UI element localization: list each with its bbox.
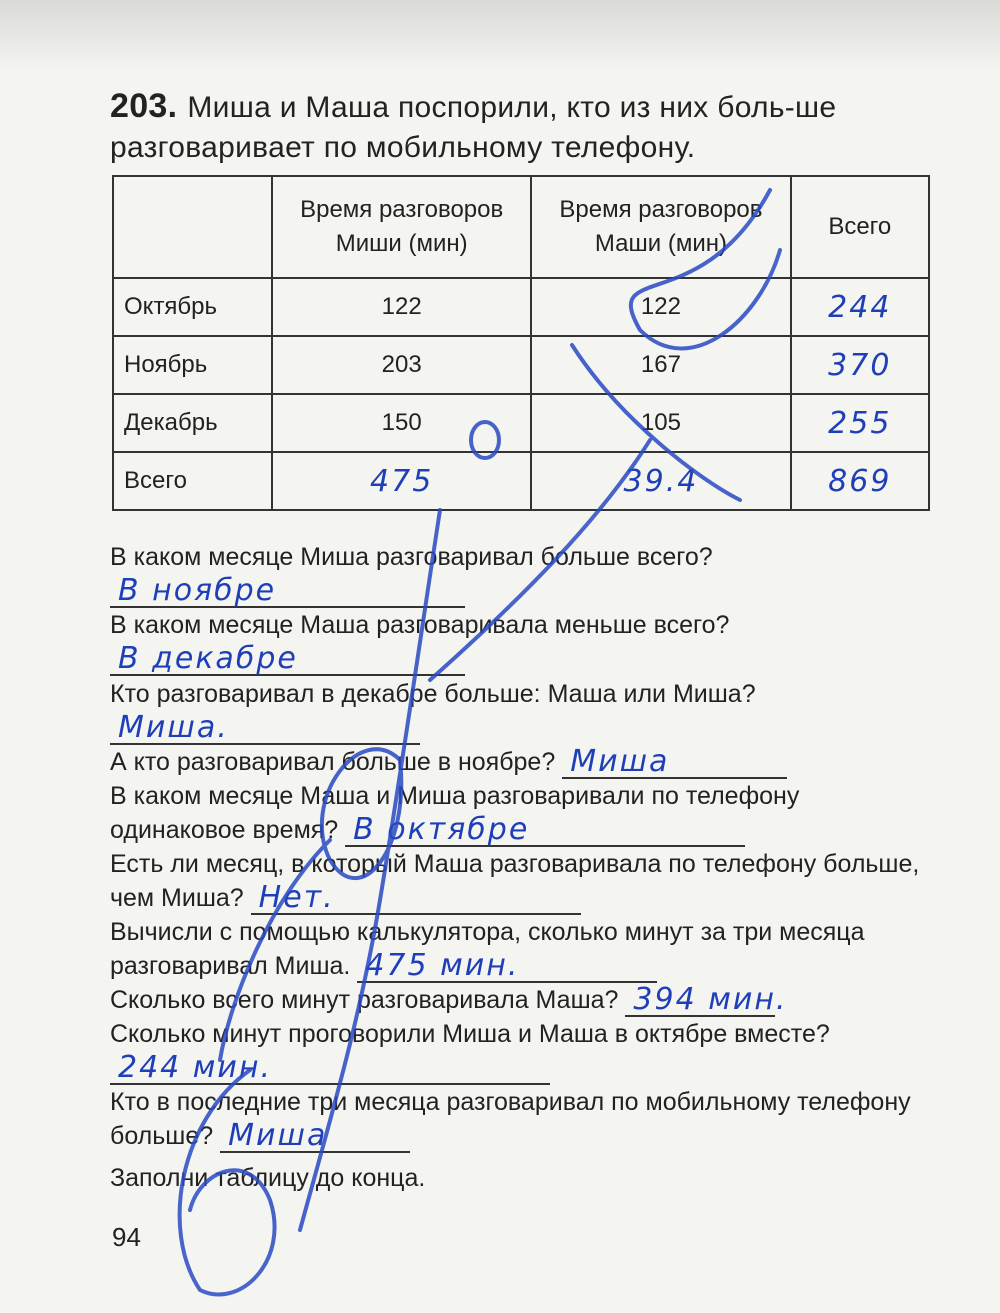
table-row — [113, 336, 929, 394]
cell-masha: 105 — [531, 394, 790, 452]
answer-handwritten: Миша — [570, 744, 670, 779]
cell-masha-handwritten[interactable]: 39.4 — [531, 452, 790, 510]
question-text: Вычисли с помощью калькулятора, сколько минут за три месяца разговаривал Миша. — [110, 918, 865, 980]
answer-handwritten: В октябре — [353, 812, 530, 847]
cell-month: Всего — [113, 452, 272, 510]
question-text: Кто разговаривал в декабре больше: Маша или Миша? — [110, 680, 756, 708]
cell-total-handwritten[interactable]: 869 — [791, 452, 929, 510]
answer-line[interactable] — [110, 573, 465, 608]
question-5 — [110, 779, 940, 847]
header-cell-misha: Время разговоров Миши (мин) — [272, 176, 531, 278]
cell-misha-handwritten[interactable]: 475 — [272, 452, 531, 510]
answer-line[interactable] — [562, 744, 787, 779]
table-header-row — [113, 176, 929, 278]
scan-shadow — [0, 0, 1000, 70]
question-text: Сколько минут проговорили Миша и Маша в октябре вместе? — [110, 1020, 830, 1048]
question-text: Сколько всего минут разговаривала Маша? — [110, 986, 619, 1014]
calls-table — [112, 175, 930, 511]
answer-handwritten: Миша. — [118, 710, 229, 745]
answer-handwritten: Нет. — [258, 880, 335, 915]
question-text: В каком месяце Миша разговаривал больше всего? — [110, 543, 713, 571]
question-3 — [110, 677, 940, 745]
table-row-total — [113, 452, 929, 510]
cell-total-handwritten[interactable]: 244 — [791, 278, 929, 336]
task-title — [110, 86, 940, 168]
question-4 — [110, 745, 940, 779]
question-text: Кто в последние три месяца разговаривал по мобильному телефону больше? — [110, 1088, 911, 1150]
cell-misha: 203 — [272, 336, 531, 394]
question-11 — [110, 1161, 940, 1195]
question-text: В каком месяце Маша и Миша разговаривали по телефону одинаковое время? — [110, 782, 800, 844]
question-7 — [110, 915, 940, 983]
question-text: В каком месяце Маша разговаривала меньше всего? — [110, 611, 730, 639]
answer-handwritten: Миша — [228, 1118, 328, 1153]
question-9 — [110, 1017, 940, 1085]
table-row — [113, 278, 929, 336]
table-row — [113, 394, 929, 452]
cell-misha: 122 — [272, 278, 531, 336]
question-10 — [110, 1085, 940, 1153]
answer-line[interactable] — [220, 1118, 410, 1153]
question-1 — [110, 540, 940, 608]
cell-masha: 167 — [531, 336, 790, 394]
answer-handwritten: В декабре — [118, 641, 298, 676]
cell-month: Декабрь — [113, 394, 272, 452]
page-number: 94 — [112, 1222, 141, 1252]
cell-total-handwritten[interactable]: 255 — [791, 394, 929, 452]
header-cell-empty — [113, 176, 272, 278]
answer-line[interactable] — [110, 641, 465, 676]
answer-line[interactable] — [357, 948, 657, 983]
question-text: Есть ли месяц, в который Маша разговаривала по телефону больше, чем Миша? — [110, 850, 920, 912]
answer-handwritten: В ноябре — [118, 573, 277, 608]
header-cell-masha: Время разговоров Маши (мин) — [531, 176, 790, 278]
answer-line[interactable] — [345, 812, 745, 847]
answer-handwritten: 394 мин. — [633, 982, 788, 1017]
answer-line[interactable] — [110, 710, 420, 745]
cell-month: Октябрь — [113, 278, 272, 336]
answer-handwritten: 475 мин. — [365, 948, 520, 983]
answer-handwritten: 244 мин. — [118, 1050, 273, 1085]
answer-line[interactable] — [251, 880, 581, 915]
cell-month: Ноябрь — [113, 336, 272, 394]
question-2 — [110, 608, 940, 676]
cell-misha: 150 — [272, 394, 531, 452]
question-text: А кто разговаривал больше в ноябре? — [110, 748, 556, 776]
cell-masha: 122 — [531, 278, 790, 336]
answer-line[interactable] — [625, 982, 788, 1017]
answer-line[interactable] — [110, 1050, 550, 1085]
task-text: Миша и Маша поспорили, кто из них боль-ше разговаривает по мобильному телефону. — [110, 91, 837, 164]
cell-total-handwritten[interactable]: 370 — [791, 336, 929, 394]
task-number: 203. — [110, 87, 178, 125]
question-text: Заполни таблицу до конца. — [110, 1164, 426, 1192]
header-cell-total: Всего — [791, 176, 929, 278]
question-6 — [110, 847, 940, 915]
question-8 — [110, 983, 940, 1017]
